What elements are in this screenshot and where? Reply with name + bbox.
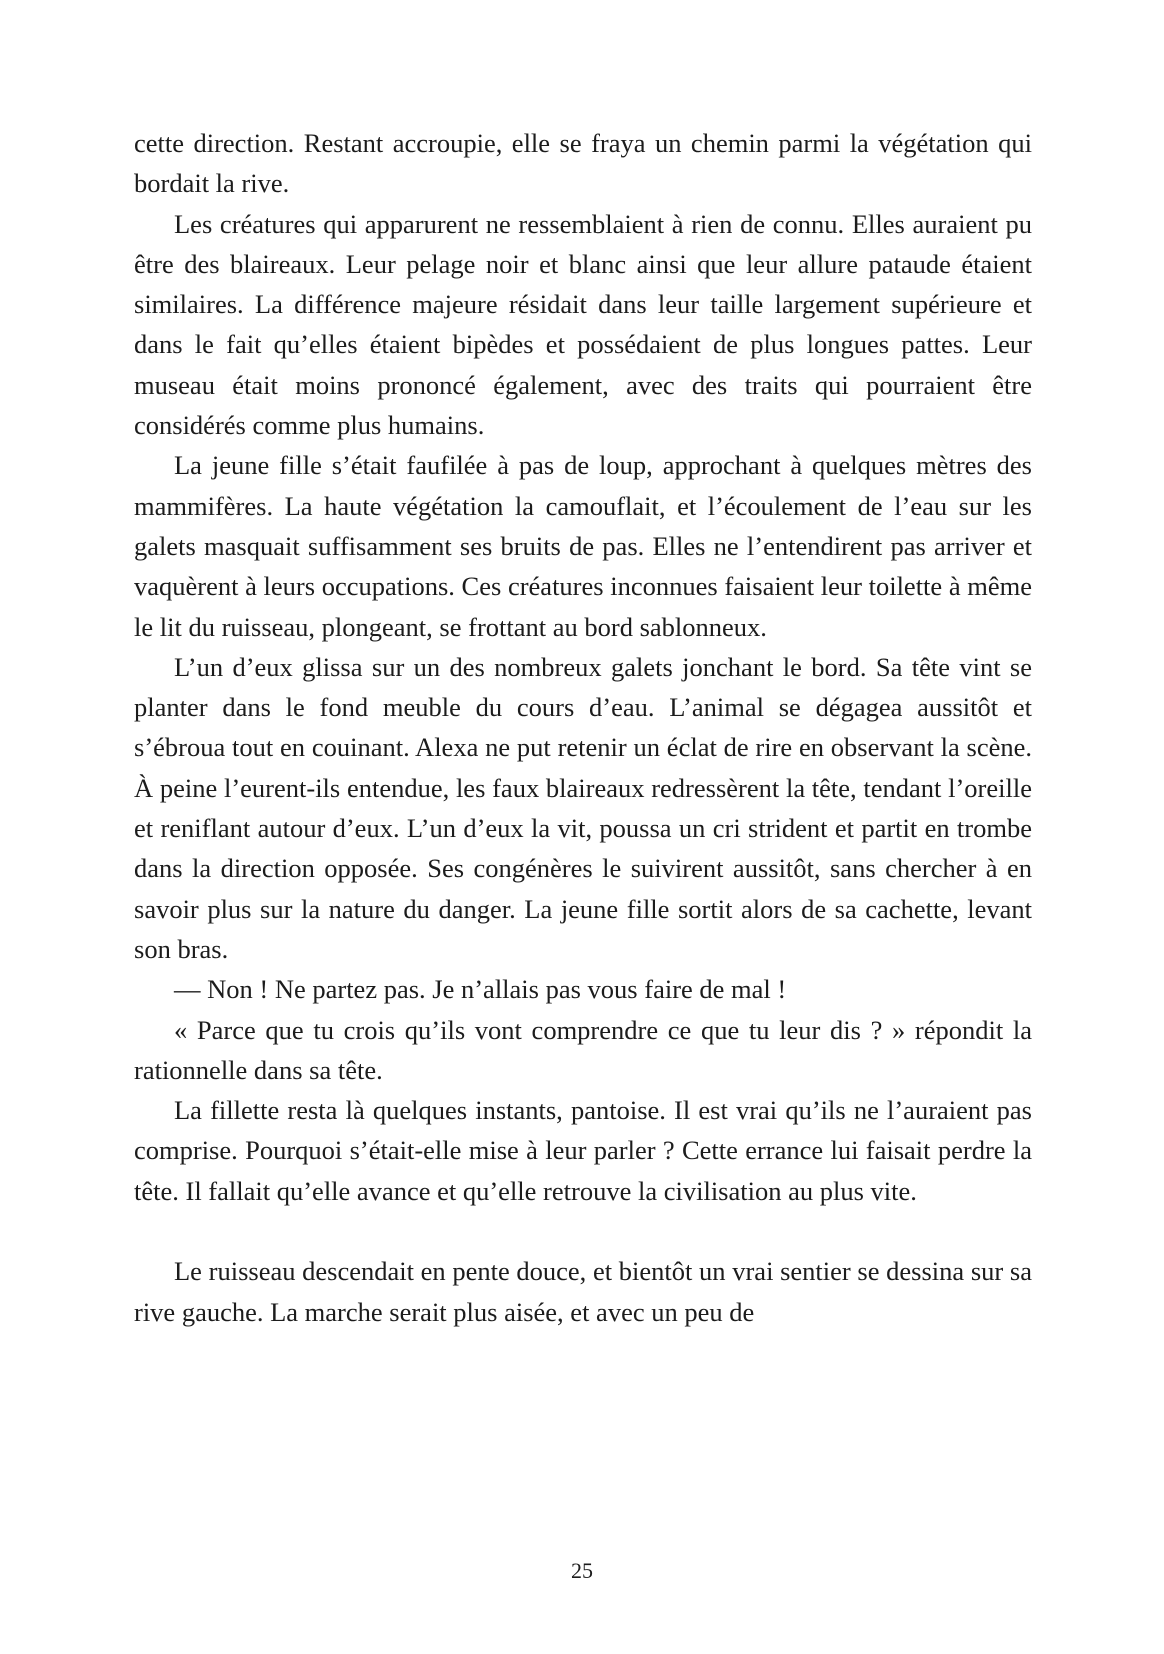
- page-number: 25: [571, 1558, 593, 1583]
- paragraph-3: La jeune fille s’était faufilée à pas de loup, approchant à quelques mètres des mammifères. La haute végétation la camouflait, et l’écoulement de l’eau sur les galets masquait suffisamment ses bruits de pas. Elles ne l’entendirent pas arriver et vaquèrent à leurs occupations. Ces créatures inconnues faisaient leur toilette à même le lit du ruisseau, plongeant, se frottant au bord sablonneux.: [134, 450, 1032, 642]
- paragraph-8: Le ruisseau descendait en pente douce, et bientôt un vrai sentier se dessina sur sa rive gauche. La marche serait plus aisée, et avec un peu de: [134, 1256, 1032, 1327]
- paragraph-2: Les créatures qui apparurent ne ressemblaient à rien de connu. Elles auraient pu être des blaireaux. Leur pelage noir et blanc ainsi que leur allure pataude étaient similaires. La différence majeure résidait dans leur taille largement supérieure et dans le fait qu’elles étaient bipèdes et possédaient de plus longues pattes. Leur museau était moins prononcé également, avec des traits qui pourraient être considérés comme plus humains.: [134, 208, 1032, 441]
- inner-voice-quote: « Parce que tu crois qu’ils vont comprendre ce que tu leur dis ? » répondit la rationnelle dans sa tête.: [134, 1014, 1032, 1085]
- paragraph-7: La fillette resta là quelques instants, pantoise. Il est vrai qu’ils ne l’auraient pas comprise. Pourquoi s’était-elle mise à leur parler ? Cette errance lui faisait perdre la tête. Il fallait qu’elle avance et qu’elle retrouve la civilisation au plus vite.: [134, 1095, 1032, 1206]
- body-text: [134, 123, 1032, 1332]
- paragraph-1: cette direction. Restant accroupie, elle se fraya un chemin parmi la végétation qui bordait la rive.: [134, 128, 1032, 199]
- section-break: [134, 1211, 1032, 1251]
- paragraph-4: L’un d’eux glissa sur un des nombreux galets jonchant le bord. Sa tête vint se planter dans le fond meuble du cours d’eau. L’animal se dégagea aussitôt et s’ébroua tout en couinant. Alexa ne put retenir un éclat de rire en observant la scène. À peine l’eurent-ils entendue, les faux blaireaux redressèrent la tête, tendant l’oreille et reniflant autour d’eux. L’un d’eux la vit, poussa un cri strident et partit en trombe dans la direction opposée. Ses congénères le suivirent aussitôt, sans chercher à en savoir plus sur la nature du danger. La jeune fille sortit alors de sa cachette, levant son bras.: [134, 651, 1032, 964]
- dialogue-line: — Non ! Ne partez pas. Je n’allais pas vous faire de mal !: [174, 974, 787, 1005]
